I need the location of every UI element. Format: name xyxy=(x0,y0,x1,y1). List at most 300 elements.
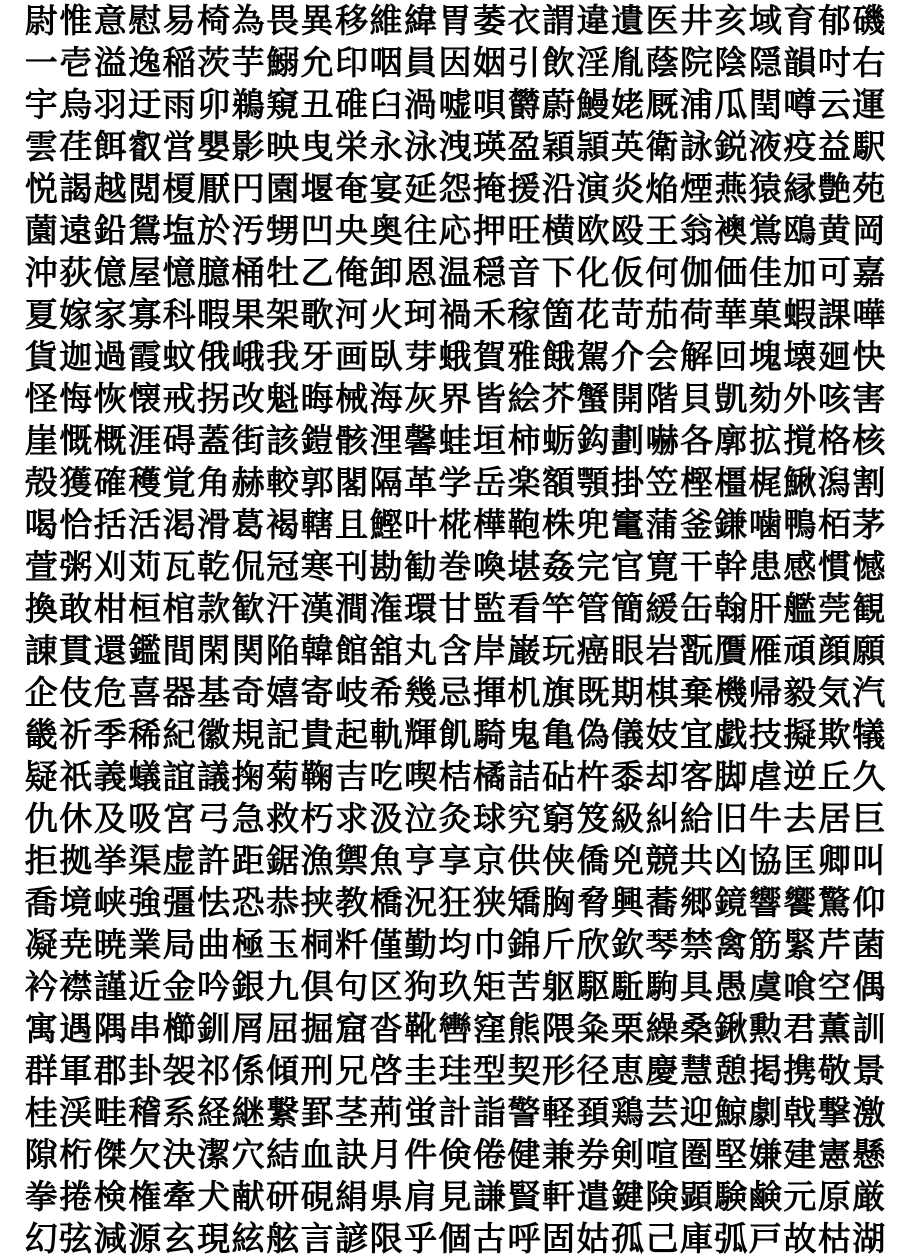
character-cell: 雁 xyxy=(748,631,782,670)
character-cell: 楽 xyxy=(507,463,541,502)
character-cell: 謙 xyxy=(473,1177,507,1216)
character-cell: 概 xyxy=(93,421,127,460)
character-cell: 桁 xyxy=(59,1135,93,1174)
character-cell: 恐 xyxy=(231,883,265,922)
character-cell: 輝 xyxy=(404,715,438,754)
character-cell: 管 xyxy=(576,589,610,628)
character-cell: 押 xyxy=(473,211,507,250)
character-cell: 韓 xyxy=(300,631,334,670)
character-cell: 汲 xyxy=(369,799,403,838)
character-cell: 枯 xyxy=(817,1219,851,1258)
character-cell: 掬 xyxy=(231,757,265,796)
character-cell: 劇 xyxy=(748,1093,782,1132)
character-cell: 看 xyxy=(507,589,541,628)
character-cell: 閲 xyxy=(128,169,162,208)
character-cell: 各 xyxy=(679,421,713,460)
character-cell: 泣 xyxy=(404,799,438,838)
character-cell: 丸 xyxy=(404,631,438,670)
character-cell: 忌 xyxy=(438,673,472,712)
character-cell: 階 xyxy=(645,379,679,418)
character-cell: 院 xyxy=(679,43,713,82)
character-cell: 伎 xyxy=(59,673,93,712)
character-cell: 壱 xyxy=(59,43,93,82)
character-cell: 怪 xyxy=(24,379,58,418)
character-cell: 過 xyxy=(93,337,127,376)
character-cell: 薫 xyxy=(817,1009,851,1048)
character-cell: 曲 xyxy=(197,925,231,964)
character-cell: 嘩 xyxy=(852,295,886,334)
character-cell: 衛 xyxy=(645,127,679,166)
character-cell: 影 xyxy=(231,127,265,166)
character-cell: 滑 xyxy=(197,505,231,544)
character-cell: 庫 xyxy=(679,1219,713,1258)
character-cell: 駆 xyxy=(576,967,610,1006)
character-cell: 頚 xyxy=(576,1093,610,1132)
character-cell: 可 xyxy=(817,253,851,292)
character-cell: 荏 xyxy=(59,127,93,166)
character-cell: 業 xyxy=(128,925,162,964)
character-cell: 舷 xyxy=(266,1219,300,1258)
character-cell: 刊 xyxy=(335,547,369,586)
character-cell: 疫 xyxy=(783,127,817,166)
character-cell: 横 xyxy=(542,211,575,250)
character-cell: 俄 xyxy=(197,337,231,376)
character-cell: 間 xyxy=(162,631,196,670)
character-cell: 漁 xyxy=(300,841,334,880)
character-cell: 瓜 xyxy=(714,85,748,124)
character-cell: 映 xyxy=(266,127,300,166)
character-cell: 莞 xyxy=(817,589,851,628)
character-cell: 靴 xyxy=(404,1009,438,1048)
character-cell: 芋 xyxy=(231,43,265,82)
character-cell: 穏 xyxy=(473,253,507,292)
character-cell: 橿 xyxy=(714,463,748,502)
character-cell: 原 xyxy=(817,1177,851,1216)
character-cell: 粥 xyxy=(59,547,93,586)
character-cell: 稲 xyxy=(162,43,196,82)
character-cell: 減 xyxy=(93,1219,127,1258)
character-cell: 鉛 xyxy=(93,211,127,250)
character-cell: 煙 xyxy=(679,169,713,208)
character-cell: 詣 xyxy=(473,1093,507,1132)
character-cell: 血 xyxy=(300,1135,334,1174)
character-cell: 海 xyxy=(369,379,403,418)
character-cell: 桑 xyxy=(679,1009,713,1048)
character-cell: 獲 xyxy=(59,463,93,502)
character-cell: 迎 xyxy=(679,1093,713,1132)
character-cell: 卿 xyxy=(817,841,851,880)
character-cell: 澗 xyxy=(335,589,369,628)
character-cell: 拡 xyxy=(748,421,782,460)
character-cell: 恩 xyxy=(404,253,438,292)
character-cell: 橘 xyxy=(473,757,507,796)
character-cell: 翁 xyxy=(679,211,713,250)
character-cell: 央 xyxy=(335,211,369,250)
character-cell: 隅 xyxy=(93,1009,127,1048)
character-cell: 嚇 xyxy=(645,421,679,460)
character-row xyxy=(24,1176,886,1218)
character-cell: 倹 xyxy=(438,1135,472,1174)
character-cell: 鰍 xyxy=(783,463,817,502)
character-cell: 轡 xyxy=(438,1009,472,1048)
character-cell: 鍵 xyxy=(610,1177,644,1216)
character-cell: 笠 xyxy=(645,463,679,502)
character-cell: 古 xyxy=(473,1219,507,1258)
character-cell: 於 xyxy=(197,211,231,250)
character-cell: 泳 xyxy=(404,127,438,166)
character-cell: 挟 xyxy=(300,883,334,922)
character-cell: 桐 xyxy=(300,925,334,964)
character-cell: 惟 xyxy=(59,1,93,40)
character-cell: 己 xyxy=(645,1219,679,1258)
character-cell: 玄 xyxy=(162,1219,196,1258)
character-cell: 傑 xyxy=(93,1135,127,1174)
character-cell: 拳 xyxy=(24,1177,58,1216)
character-cell: 給 xyxy=(679,799,713,838)
character-cell: 慶 xyxy=(645,1051,679,1090)
character-cell: 徽 xyxy=(197,715,231,754)
character-cell: 観 xyxy=(852,589,886,628)
character-cell: 掘 xyxy=(300,1009,334,1048)
character-cell: 姑 xyxy=(576,1219,610,1258)
character-cell: 倶 xyxy=(300,967,334,1006)
character-cell: 筋 xyxy=(748,925,782,964)
character-cell: 允 xyxy=(300,43,334,82)
character-cell: 畏 xyxy=(266,1,300,40)
character-cell: 緊 xyxy=(783,925,817,964)
character-cell: 憲 xyxy=(817,1135,851,1174)
character-cell: 活 xyxy=(128,505,162,544)
character-cell: 欣 xyxy=(576,925,610,964)
character-cell: 顎 xyxy=(576,463,610,502)
character-cell: 萱 xyxy=(24,547,58,586)
character-cell: 諺 xyxy=(335,1219,369,1258)
character-cell: 喬 xyxy=(24,883,58,922)
character-cell: 樺 xyxy=(473,505,507,544)
character-cell: 顕 xyxy=(679,1177,713,1216)
character-cell: 興 xyxy=(610,883,644,922)
character-cell: 液 xyxy=(748,127,782,166)
character-cell: 渦 xyxy=(404,85,438,124)
character-cell: 灰 xyxy=(404,379,438,418)
character-row xyxy=(24,1218,886,1260)
character-cell: 宴 xyxy=(369,169,403,208)
character-cell: 核 xyxy=(852,421,886,460)
character-cell: 区 xyxy=(369,967,403,1006)
character-cell: 強 xyxy=(128,883,162,922)
character-cell: 艶 xyxy=(817,169,851,208)
character-cell: 葛 xyxy=(231,505,265,544)
character-cell: 肝 xyxy=(748,589,782,628)
character-cell: 岐 xyxy=(335,673,369,712)
character-cell: 机 xyxy=(507,673,541,712)
character-cell: 移 xyxy=(335,1,369,40)
character-cell: 餓 xyxy=(542,337,575,376)
character-cell: 近 xyxy=(128,967,162,1006)
character-cell: 鵜 xyxy=(231,85,265,124)
character-cell: 僅 xyxy=(369,925,403,964)
character-cell: 欺 xyxy=(817,715,851,754)
character-cell: 権 xyxy=(128,1177,162,1216)
character-cell: 斤 xyxy=(542,925,575,964)
character-cell: 界 xyxy=(438,379,472,418)
character-cell: 較 xyxy=(266,463,300,502)
character-cell: 仮 xyxy=(610,253,644,292)
character-cell: 欠 xyxy=(128,1135,162,1174)
character-cell: 雨 xyxy=(162,85,196,124)
character-cell: 欽 xyxy=(610,925,644,964)
character-cell: 遺 xyxy=(610,1,644,40)
character-cell: 蛍 xyxy=(404,1093,438,1132)
character-cell: 兇 xyxy=(610,841,644,880)
character-cell: 科 xyxy=(162,295,196,334)
character-cell: 粂 xyxy=(576,1009,610,1048)
character-cell: 閑 xyxy=(197,631,231,670)
character-cell: 尉 xyxy=(24,1,58,40)
character-cell: 駅 xyxy=(852,127,886,166)
character-cell: 患 xyxy=(748,547,782,586)
character-cell: 牛 xyxy=(748,799,782,838)
character-cell: 為 xyxy=(231,1,265,40)
character-cell: 鰹 xyxy=(369,505,403,544)
character-cell: 嫁 xyxy=(59,295,93,334)
character-cell: 歓 xyxy=(231,589,265,628)
character-cell: 救 xyxy=(266,799,300,838)
character-cell: 均 xyxy=(438,925,472,964)
character-cell: 唄 xyxy=(473,85,507,124)
character-cell: 幹 xyxy=(714,547,748,586)
character-cell: 飢 xyxy=(438,715,472,754)
character-cell: 蚊 xyxy=(162,337,196,376)
character-cell: 燕 xyxy=(714,169,748,208)
character-cell: 球 xyxy=(473,799,507,838)
character-row xyxy=(24,924,886,966)
character-cell: 芥 xyxy=(542,379,575,418)
character-row xyxy=(24,798,886,840)
character-cell: 崖 xyxy=(24,421,58,460)
character-cell: 億 xyxy=(93,253,127,292)
character-cell: 教 xyxy=(335,883,369,922)
character-cell: 件 xyxy=(404,1135,438,1174)
character-cell: 鍬 xyxy=(714,1009,748,1048)
character-cell: 虞 xyxy=(748,967,782,1006)
character-cell: 臆 xyxy=(197,253,231,292)
character-cell: 絹 xyxy=(335,1177,369,1216)
character-cell: 琴 xyxy=(645,925,679,964)
character-row xyxy=(24,1092,886,1134)
character-cell: 鈎 xyxy=(576,421,610,460)
character-cell: 翰 xyxy=(714,589,748,628)
character-cell: 彊 xyxy=(162,883,196,922)
character-cell: 簡 xyxy=(610,589,644,628)
character-cell: 言 xyxy=(300,1219,334,1258)
character-cell: 韻 xyxy=(783,43,817,82)
character-cell: 嘘 xyxy=(438,85,472,124)
character-cell: 櫛 xyxy=(162,1009,196,1048)
character-cell: 熊 xyxy=(507,1009,541,1048)
character-cell: 駕 xyxy=(576,337,610,376)
character-cell: 確 xyxy=(93,463,127,502)
character-cell: 呼 xyxy=(507,1219,541,1258)
character-cell: 胃 xyxy=(438,1,472,40)
character-cell: 円 xyxy=(231,169,265,208)
character-cell: 環 xyxy=(404,589,438,628)
character-cell: 革 xyxy=(404,463,438,502)
character-cell: 鎌 xyxy=(714,505,748,544)
character-cell: 棺 xyxy=(162,589,196,628)
character-cell: 椅 xyxy=(197,1,231,40)
character-cell: 型 xyxy=(473,1051,507,1090)
character-cell: 緩 xyxy=(645,589,679,628)
character-cell: 鯨 xyxy=(714,1093,748,1132)
character-cell: 栗 xyxy=(610,1009,644,1048)
character-cell: 険 xyxy=(645,1177,679,1216)
character-row xyxy=(24,882,886,924)
character-cell: 蟻 xyxy=(128,757,162,796)
character-cell: 故 xyxy=(783,1219,817,1258)
character-cell: 宜 xyxy=(679,715,713,754)
character-cell: 局 xyxy=(162,925,196,964)
character-cell: 鹸 xyxy=(748,1177,782,1216)
character-row xyxy=(24,84,886,126)
character-cell: 巌 xyxy=(507,631,541,670)
character-cell: 汽 xyxy=(852,673,886,712)
character-cell: 塊 xyxy=(748,337,782,376)
character-cell: 胸 xyxy=(542,883,575,922)
character-cell: 経 xyxy=(197,1093,231,1132)
character-cell: 河 xyxy=(335,295,369,334)
character-cell: 冠 xyxy=(266,547,300,586)
character-cell: 蛎 xyxy=(542,421,575,460)
character-cell: 祈 xyxy=(59,715,93,754)
character-cell: 幻 xyxy=(24,1219,58,1258)
character-cell: 回 xyxy=(714,337,748,376)
character-cell: 臥 xyxy=(369,337,403,376)
character-cell: 梶 xyxy=(748,463,782,502)
character-cell: 鏡 xyxy=(714,883,748,922)
character-cell: 牙 xyxy=(300,337,334,376)
character-cell: 潅 xyxy=(369,589,403,628)
character-cell: 赫 xyxy=(231,463,265,502)
character-cell: 帰 xyxy=(748,673,782,712)
character-cell: 貝 xyxy=(679,379,713,418)
character-cell: 延 xyxy=(404,169,438,208)
character-cell: 隠 xyxy=(748,43,782,82)
character-cell: 叡 xyxy=(128,127,162,166)
character-cell: 季 xyxy=(93,715,127,754)
character-cell: 舘 xyxy=(369,631,403,670)
character-cell: 急 xyxy=(231,799,265,838)
character-cell: 括 xyxy=(93,505,127,544)
character-cell: 竿 xyxy=(542,589,575,628)
character-cell: 缶 xyxy=(679,589,713,628)
character-cell: 暇 xyxy=(197,295,231,334)
character-cell: 恢 xyxy=(93,379,127,418)
character-cell: 遠 xyxy=(59,211,93,250)
character-cell: 糾 xyxy=(645,799,679,838)
character-cell: 恭 xyxy=(266,883,300,922)
character-cell: 供 xyxy=(507,841,541,880)
character-cell: 桔 xyxy=(438,757,472,796)
character-cell: 叶 xyxy=(404,505,438,544)
character-cell: 僑 xyxy=(576,841,610,880)
character-cell: 吋 xyxy=(817,43,851,82)
character-cell: 角 xyxy=(197,463,231,502)
character-cell: 穴 xyxy=(231,1135,265,1174)
character-cell: 掲 xyxy=(748,1051,782,1090)
character-cell: 含 xyxy=(438,631,472,670)
character-cell: 介 xyxy=(610,337,644,376)
character-cell: 兜 xyxy=(576,505,610,544)
character-cell: 警 xyxy=(507,1093,541,1132)
character-cell: 官 xyxy=(610,547,644,586)
character-cell: 閏 xyxy=(748,85,782,124)
character-cell: 瓦 xyxy=(162,547,196,586)
character-cell: 緯 xyxy=(404,1,438,40)
character-cell: 休 xyxy=(59,799,93,838)
character-cell: 井 xyxy=(679,1,713,40)
character-cell: 応 xyxy=(438,211,472,250)
character-cell: 岡 xyxy=(852,211,886,250)
character-cell: 饗 xyxy=(783,883,817,922)
character-cell: 換 xyxy=(24,589,58,628)
character-cell: 鞄 xyxy=(507,505,541,544)
character-cell: 磯 xyxy=(852,1,886,40)
character-cell: 該 xyxy=(266,421,300,460)
character-cell: 肩 xyxy=(404,1177,438,1216)
character-cell: 空 xyxy=(817,967,851,1006)
character-cell: 尭 xyxy=(59,925,93,964)
character-cell: 右 xyxy=(852,43,886,82)
character-cell: 釧 xyxy=(197,1009,231,1048)
character-cell: 医 xyxy=(645,1,679,40)
character-cell: 苅 xyxy=(128,547,162,586)
character-cell: 恰 xyxy=(59,505,93,544)
character-cell: 窟 xyxy=(335,1009,369,1048)
character-cell: 寄 xyxy=(300,673,334,712)
character-cell: 潔 xyxy=(197,1135,231,1174)
character-cell: 窪 xyxy=(473,1009,507,1048)
character-cell: 拠 xyxy=(59,841,93,880)
character-cell: 詠 xyxy=(679,127,713,166)
character-cell: 兄 xyxy=(335,1051,369,1090)
character-cell: 卯 xyxy=(197,85,231,124)
character-cell: 乙 xyxy=(300,253,334,292)
character-cell: 浦 xyxy=(679,85,713,124)
character-cell: 形 xyxy=(542,1051,575,1090)
character-cell: 英 xyxy=(610,127,644,166)
character-cell: 揮 xyxy=(473,673,507,712)
character-cell: 吸 xyxy=(128,799,162,838)
character-cell: 継 xyxy=(231,1093,265,1132)
character-cell: 繰 xyxy=(645,1009,679,1048)
character-cell: 渠 xyxy=(128,841,162,880)
character-row xyxy=(24,168,886,210)
character-cell: 勘 xyxy=(369,547,403,586)
character-cell: 馨 xyxy=(404,421,438,460)
character-cell: 軒 xyxy=(542,1177,575,1216)
character-cell: 旧 xyxy=(714,799,748,838)
character-cell: 拐 xyxy=(197,379,231,418)
character-cell: 鋸 xyxy=(266,841,300,880)
character-cell: 弧 xyxy=(714,1219,748,1258)
character-cell: 月 xyxy=(369,1135,403,1174)
character-cell: 蟹 xyxy=(576,379,610,418)
character-cell: 軌 xyxy=(369,715,403,754)
character-cell: 禦 xyxy=(335,841,369,880)
character-cell: 頴 xyxy=(576,127,610,166)
character-cell: 域 xyxy=(748,1,782,40)
